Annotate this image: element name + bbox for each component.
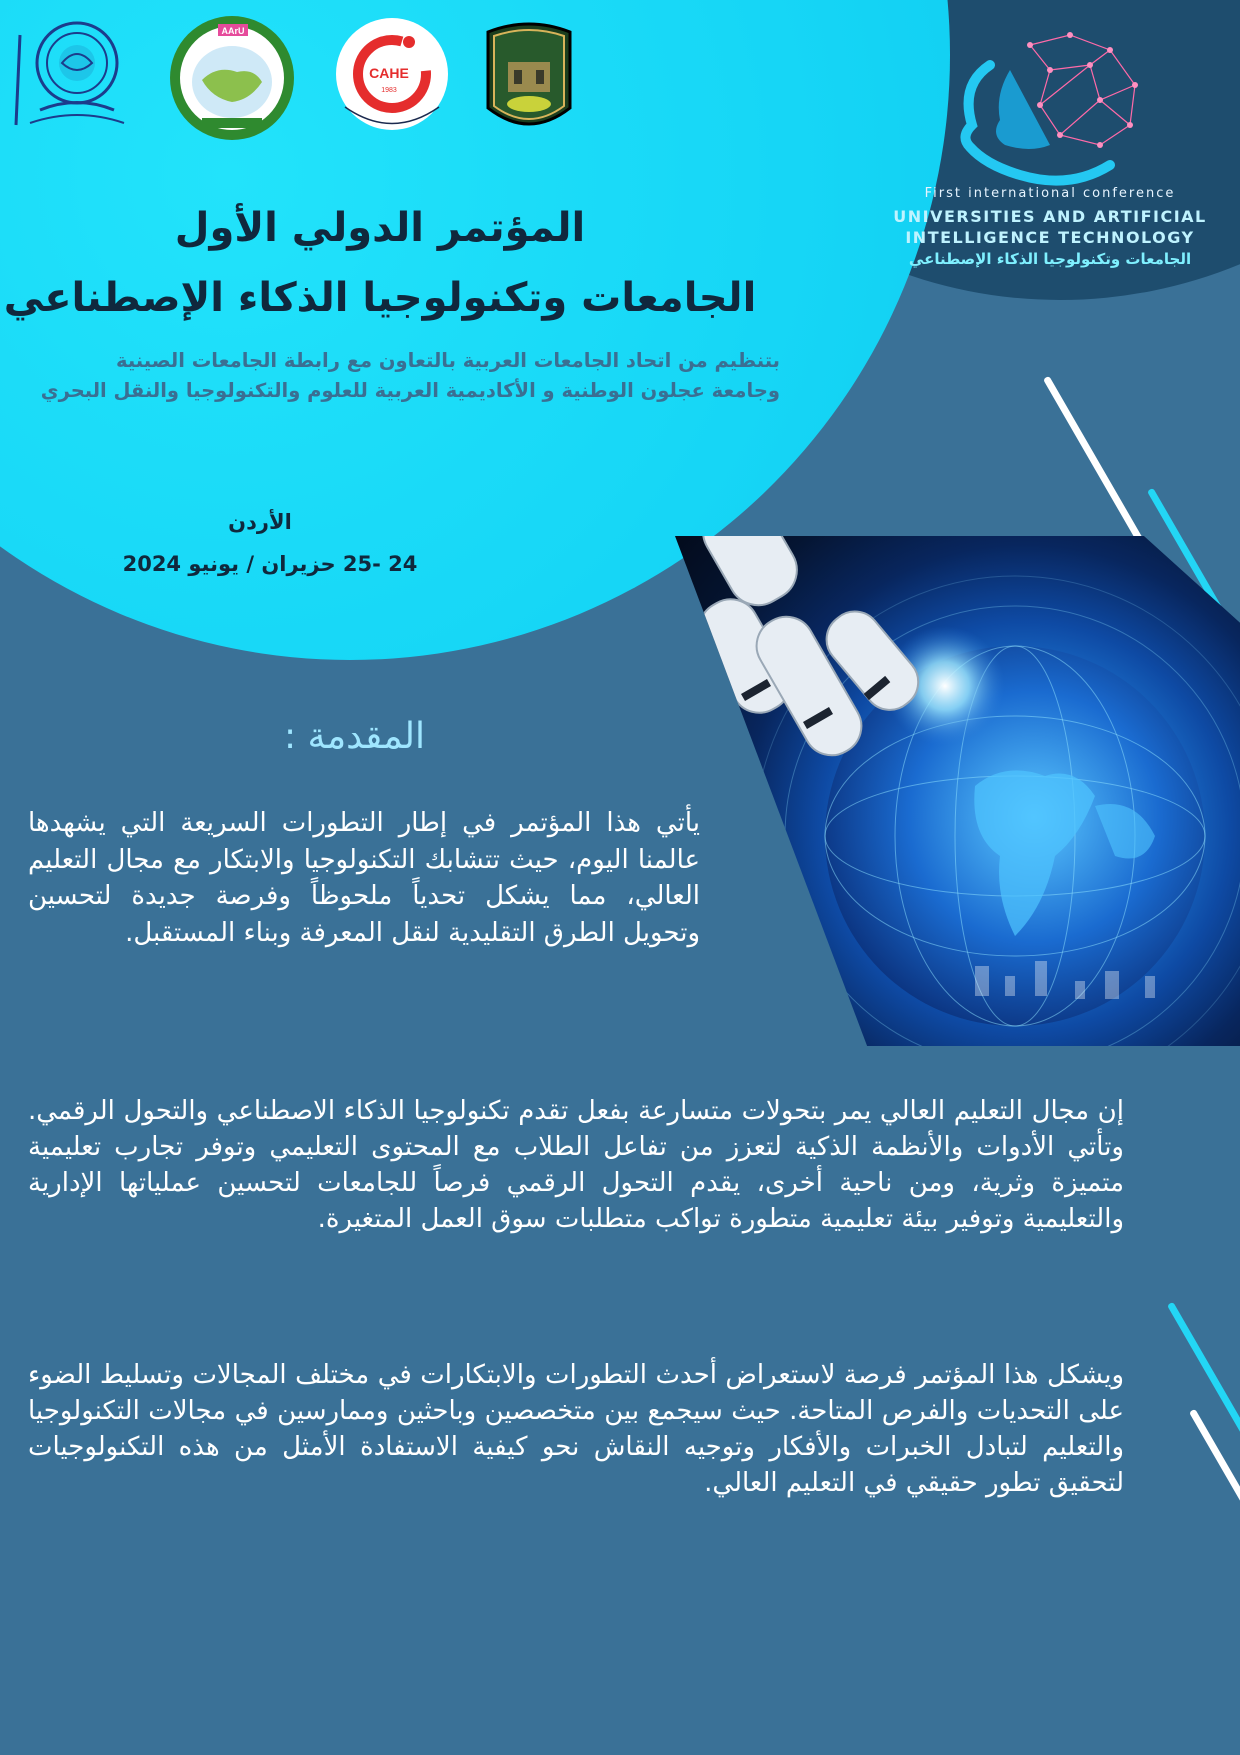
arab-academy-logo xyxy=(10,15,145,135)
arab-academy-emblem-icon xyxy=(10,15,145,135)
ai-globe-image xyxy=(675,536,1240,1046)
organizers-text xyxy=(0,346,780,406)
location-text: الأردن xyxy=(228,510,292,534)
cahe-logo xyxy=(325,12,460,142)
white-stripe-bottom xyxy=(1189,1409,1240,1542)
svg-text:AArU: AArU xyxy=(221,26,245,36)
conference-badge-line3: INTELLIGENCE TECHNOLOGY xyxy=(905,228,1195,247)
organizers-line2: وجامعة عجلون الوطنية و الأكاديمية العربية للعلوم والتكنولوجيا والنقل البحري xyxy=(40,379,780,402)
intro-heading: المقدمة : xyxy=(283,716,425,757)
conference-badge-line1: First international conference xyxy=(924,186,1176,201)
page-title-line1: المؤتمر الدولي الأول xyxy=(174,205,586,251)
intro-paragraph-3: ويشكل هذا المؤتمر فرصة لاستعراض أحدث التطورات والابتكارات في مختلف المجالات وتسليط الضوء على التحديات والفرص المتاحة. حيث سيجمع بين متخصصين وباحثين وممارسين في مجالات التكنولوجيا والتعليم لتبادل الخبرات والأفكار وتوجيه النقاش نحو كيفية الاستفادة الأمثل من هذه التكنولوجيات لتحقيق تطور حقيقي في التعليم العالي. xyxy=(28,1360,1124,1498)
cyan-stripe-bottom xyxy=(1167,1302,1240,1479)
svg-text:1983: 1983 xyxy=(381,87,397,94)
page-title-line2: الجامعات وتكنولوجيا الذكاء الإصطناعي xyxy=(3,275,757,321)
conference-badge-line2: UNIVERSITIES AND ARTIFICIAL xyxy=(893,207,1207,226)
dates-text: 24 -25 حزيران / يونيو 2024 xyxy=(122,552,418,576)
organizers-line1: بتنظيم من اتحاد الجامعات العربية بالتعاون مع رابطة الجامعات الصينية xyxy=(116,349,780,372)
intro-paragraph-2: إن مجال التعليم العالي يمر بتحولات متسارعة بفعل تقدم تكنولوجيا الذكاء الاصطناعي والتحول الرقمي. وتأتي الأدوات والأنظمة الذكية لتعزز من تفاعل الطلاب مع المحتوى التعليمي وتوفر تجارب تعليمية متميزة وثرية، ومن ناحية أخرى، يقدم التحول الرقمي فرصاً للجامعات لتحسين عملياتها الإدارية والتعليمية وتوفير بيئة تعليمية متطورة تواكب متطلبات سوق العمل المتغيرة. xyxy=(28,1096,1124,1234)
ai-head-network-icon xyxy=(900,25,1200,205)
intro-paragraph-1: يأتي هذا المؤتمر في إطار التطورات السريعة التي يشهدها عالمنا اليوم، حيث تتشابك التكنولوجيا والابتكار مع مجال التعليم العالي، مما يشكل تحدياً ملحوظاً وفرصة جديدة لتحسين وتحويل الطرق التقليدية لنقل المعرفة وبناء المستقبل. xyxy=(28,808,700,948)
aaru-logo xyxy=(162,10,302,142)
ajloun-university-logo xyxy=(478,18,580,140)
conference-badge-arabic: الجامعات وتكنولوجيا الذكاء الإصطناعي xyxy=(908,250,1192,268)
svg-text:CAHE: CAHE xyxy=(369,65,409,81)
